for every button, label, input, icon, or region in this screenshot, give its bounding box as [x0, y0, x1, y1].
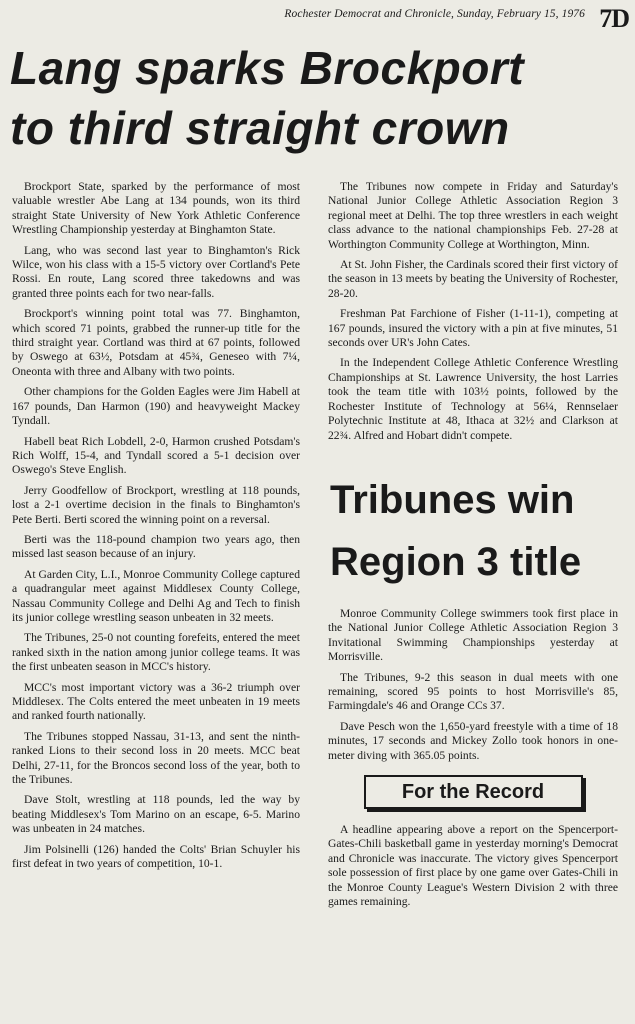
story-paragraph: In the Independent College Athletic Conference Wrestling Championships at St. Lawrence University, the host Larries took the team title with 103½ points, followed by the Rochester Institute of Technology at 56¼, Rennselaer Polytechnic Institute at 48, Ithaca at 32½ and Clarkson at 22¾. Alfred and Hobart didn't compete.	[328, 356, 618, 442]
main-headline	[10, 38, 625, 158]
story-paragraph: Dave Stolt, wrestling at 118 pounds, led the way by beating Middlesex's Tom Marino on an escape, 6-5. Marino was unbeaten in 24 matches.	[12, 793, 300, 836]
main-headline-line-2: to third straight crown	[10, 102, 510, 154]
story-paragraph: Brockport's winning point total was 77. Binghamton, which scored 71 points, grabbed the runner-up title for the third straight year. Cortland was third at 67 points, followed by Oswego at 63½, Potsdam at 45¾, Geneseo with 7¼, Oneonta with three and Albany with two points.	[12, 307, 300, 378]
story-paragraph: At Garden City, L.I., Monroe Community College captured a quadrangular meet against Middlesex County College, Nassau Community College and Delhi Ag and Tech to finish its junior college wrestling season unbeaten in 32 meets.	[12, 567, 300, 624]
main-headline-line-1: Lang sparks Brockport	[10, 42, 525, 94]
masthead-dateline: Rochester Democrat and Chronicle, Sunday, February 15, 1976	[284, 8, 585, 20]
right-column	[328, 180, 618, 915]
left-column	[12, 180, 300, 877]
story-paragraph: Habell beat Rich Lobdell, 2-0, Harmon crushed Potsdam's Rich Wolff, 15-4, and Tyndall scored a 5-1 decision over Oswego's Steve English.	[12, 434, 300, 477]
record-paragraph: A headline appearing above a report on the Spencerport-Gates-Chili basketball game in yesterday morning's Democrat and Chronicle was inaccurate. The victory gives Spencerport sole possession of first place by one game over Gates-Chili in the Monroe County League's Western Division 2 with three games remaining.	[328, 822, 618, 908]
story-paragraph: Brockport State, sparked by the performance of most valuable wrestler Abe Lang at 134 pounds, won its third straight State University of New York Athletic Conference Wrestling Championship yesterday at Binghamton State.	[12, 180, 300, 237]
story-paragraph: The Tribunes, 25-0 not counting forefeits, entered the meet ranked sixth in the nation among junior college teams. It was the first unbeaten season in MCC's history.	[12, 631, 300, 674]
swim-paragraph: The Tribunes, 9-2 this season in dual meets with one remaining, scored 95 points to host Morrisville's 85, Farmingdale's 46 and Orange CCs 37.	[328, 670, 618, 713]
story-paragraph: Other champions for the Golden Eagles were Jim Habell at 167 pounds, Dan Harmon (190) and heavyweight Mackey Tyndall.	[12, 385, 300, 428]
story-paragraph: Jim Polsinelli (126) handed the Colts' Brian Schuyler his first defeat in two years of competition, 10-1.	[12, 842, 300, 871]
story-paragraph: Berti was the 118-pound champion two years ago, then missed last season because of an injury.	[12, 532, 300, 561]
tribunes-headline-line-2: Region 3 title	[330, 539, 582, 584]
tribunes-headline-line-1: Tribunes win	[330, 477, 575, 522]
story-paragraph: The Tribunes now compete in Friday and Saturday's National Junior College Athletic Association Region 3 regional meet at Delhi. The top three wrestlers in each weight class advance to the national championships Feb. 27-28 at Worthington Community College at Worthington, Minn.	[328, 180, 618, 251]
story-paragraph: The Tribunes stopped Nassau, 31-13, and sent the ninth-ranked Lions to their second loss in 20 meets. MCC beat Delhi, 27-11, for the Broncos second loss of the year, both to the Tribunes.	[12, 729, 300, 787]
story-paragraph: Lang, who was second last year to Binghamton's Rick Wilce, won his class with a 15-5 victory over Cortland's Pete Rossi. En route, Lang scored three takedowns and was granted three points each for two near-falls.	[12, 243, 300, 300]
story-paragraph: Jerry Goodfellow of Brockport, wrestling at 118 pounds, lost a 2-1 overtime decision in the finals to Binghamton's Pete Berti. Berti scored the winning point on a reversal.	[12, 483, 300, 526]
swim-paragraph: Dave Pesch won the 1,650-yard freestyle with a time of 18 minutes, 17 seconds and Mickey Zollo took honors in one-meter diving with 365.05 points.	[328, 719, 618, 762]
for-the-record-box: For the Record	[364, 775, 583, 809]
story-paragraph: Freshman Pat Farchione of Fisher (1-11-1), competing at 167 pounds, insured the victory with a pin at five minutes, 51 seconds over UR's John Cates.	[328, 307, 618, 350]
story-paragraph: At St. John Fisher, the Cardinals scored their first victory of the season in 13 meets by beating the University of Rochester, 28-20.	[328, 258, 618, 300]
story-paragraph: MCC's most important victory was a 36-2 triumph over Middlesex. The Colts entered the meet unbeaten in 19 meets and ranked fourth nationally.	[12, 680, 300, 723]
tribunes-headline	[328, 469, 618, 593]
masthead	[0, 0, 635, 36]
page-number: 7D	[599, 4, 629, 33]
swim-paragraph: Monroe Community College swimmers took first place in the National Junior College Athletic Association Region 3 Invitational Swimming Championships yesterday at Morrisville.	[328, 606, 618, 664]
